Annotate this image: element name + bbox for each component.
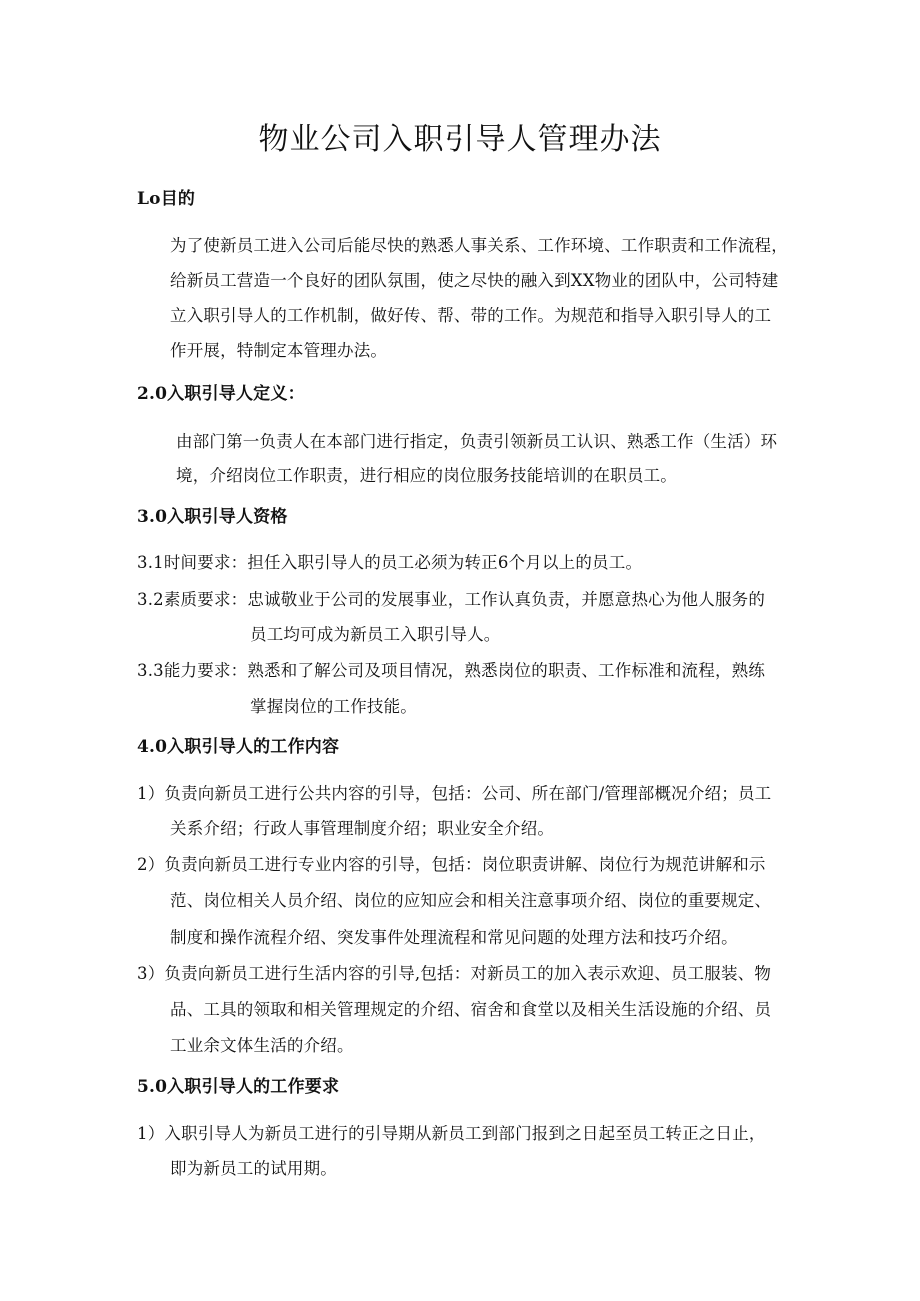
list-item-continuation: 关系介绍；行政人事管理制度介绍；职业安全介绍。 xyxy=(170,819,555,838)
list-item-line: 3.3能力要求：熟悉和了解公司及项目情况，熟悉岗位的职责、工作标准和流程，熟练 xyxy=(137,661,766,680)
section-heading-work-content: 4.0入职引导人的工作内容 xyxy=(137,737,340,757)
list-item-continuation: 工业余文体生活的介绍。 xyxy=(170,1036,354,1055)
list-item-line: 1）负责向新员工进行公共内容的引导，包括：公司、所在部门/管理部概况介绍；员工 xyxy=(137,784,772,803)
list-item-continuation: 掌握岗位的工作技能。 xyxy=(250,697,417,716)
list-item-line: 3.2素质要求：忠诚敬业于公司的发展事业，工作认真负责，并愿意热心为他人服务的 xyxy=(137,590,766,609)
page-title: 物业公司入职引导人管理办法 xyxy=(258,122,662,157)
section-heading-definition: 2.0入职引导人定义： xyxy=(137,384,305,404)
paragraph-line: 立入职引导人的工作机制，做好传、帮、带的工作。为规范和指导入职引导人的工 xyxy=(170,306,772,325)
list-item-continuation: 品、工具的领取和相关管理规定的介绍、宿舍和食堂以及相关生活设施的介绍、员 xyxy=(170,1000,772,1019)
list-item-line: 3.1时间要求：担任入职引导人的员工必须为转正6个月以上的员工。 xyxy=(137,553,643,572)
list-item-line: 2）负责向新员工进行专业内容的引导，包括：岗位职责讲解、岗位行为规范讲解和示 xyxy=(137,855,766,874)
paragraph-line: 为了使新员工进入公司后能尽快的熟悉人事关系、工作环境、工作职责和工作流程， xyxy=(170,236,788,255)
section-heading-purpose: Lo目的 xyxy=(137,189,196,209)
paragraph-line: 给新员工营造一个良好的团队氛围，使之尽快的融入到XX物业的团队中，公司特建 xyxy=(170,271,779,290)
list-item-line: 3）负责向新员工进行生活内容的引导,包括：对新员工的加入表示欢迎、员工服装、物 xyxy=(137,964,772,983)
list-item-line: 1）入职引导人为新员工进行的引导期从新员工到部门报到之日起至员工转正之日止， xyxy=(137,1124,766,1143)
section-heading-work-requirements: 5.0入职引导人的工作要求 xyxy=(137,1077,340,1097)
paragraph-line: 由部门第一负责人在本部门进行指定，负责引领新员工认识、熟悉工作（生活）环 xyxy=(176,432,778,451)
list-item-continuation: 制度和操作流程介绍、突发事件处理流程和常见问题的处理方法和技巧介绍。 xyxy=(170,928,738,947)
list-item-continuation: 员工均可成为新员工入职引导人。 xyxy=(250,625,501,644)
section-heading-qualification: 3.0入职引导人资格 xyxy=(137,507,288,527)
paragraph-line: 境，介绍岗位工作职责，进行相应的岗位服务技能培训的在职员工。 xyxy=(176,466,677,485)
list-item-continuation: 范、岗位相关人员介绍、岗位的应知应会和相关注意事项介绍、岗位的重要规定、 xyxy=(170,891,772,910)
paragraph-line: 作开展，特制定本管理办法。 xyxy=(170,341,388,360)
list-item-continuation: 即为新员工的试用期。 xyxy=(170,1159,337,1178)
